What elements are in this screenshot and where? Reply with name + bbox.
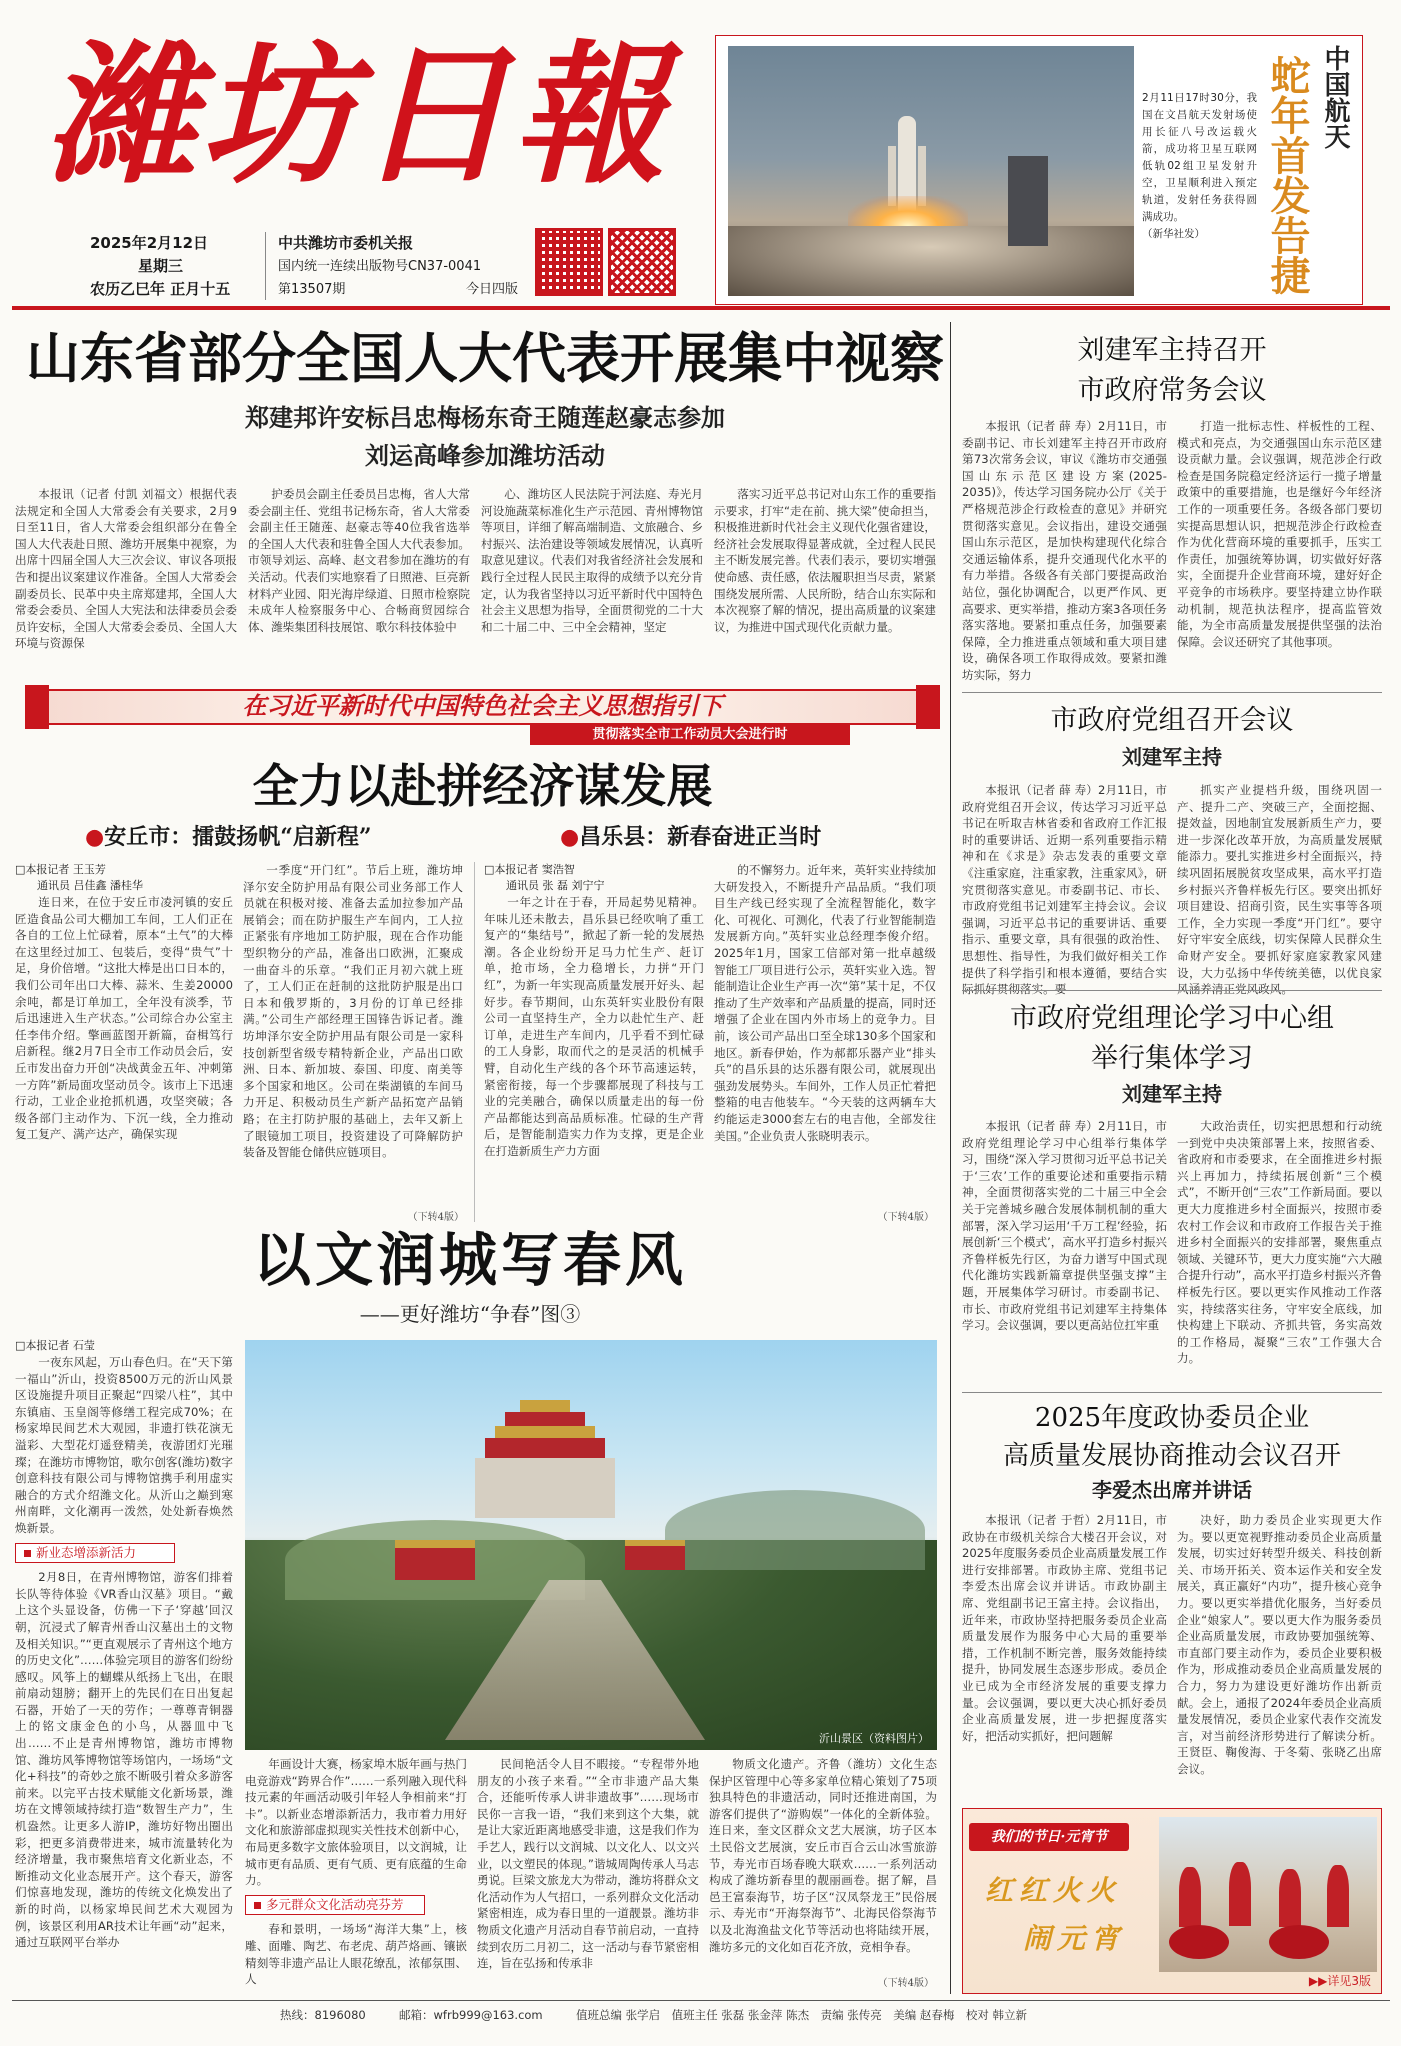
qr-code-2 xyxy=(608,228,676,296)
right-a3-headline-1: 市政府党组理论学习中心组 xyxy=(1010,1003,1334,1034)
slogan-small: 贯彻落实全市工作动员大会进行时 xyxy=(530,725,850,745)
rocket-photo xyxy=(728,46,1134,296)
festival-text-1: 红红火火 xyxy=(985,1874,1122,1907)
lead-subheadline-2: 刘运高峰参加潍坊活动 xyxy=(365,441,605,470)
wenhua-headline: 以文润城写春风 xyxy=(252,1226,687,1294)
lead-subheadline-1: 郑建邦许安标吕忠梅杨东奇王随莲赵豪志参加 xyxy=(245,403,725,432)
econ-left-column-1: □本报记者 王玉芳 通讯员 吕佳鑫 潘桂华 连日来，在位于安丘市凌河镇的安丘匠造食品公司大棚加工车间，工人们正在各自的工位上忙碌着，原本“土气”的大棒在这里经过加工、包装后，变得“贵气”十足，身价倍增。“这批大棒是出口日本的，我们公司年出口大棒、蒜米、生姜20000余吨，都是订单加工，全年没有淡季，节后迅速进入生产状态。”公司综合办公室主任李伟介绍。擎画蓝图开新篇，奋楫笃行启新程。继2月7日全市工作动员会后，安丘市发出奋力开创“决战黄金五年、冲刺第一方阵”新局面攻坚动员令。该市上下迅速行动，工业企业抢抓机遇，攻坚突破；各级各部门主动作为、下沉一线，全力推动复工复产、满产达产，确保实现 xyxy=(15,863,233,1142)
lead-headline: 山东省部分全国人大代表开展集中视察 xyxy=(26,326,944,390)
econ-left-subtitle: ●安丘市：擂鼓扬帆“启新程” xyxy=(85,824,372,850)
weekday: 星期三 xyxy=(138,257,184,275)
footer-email: 邮箱：wfrb999@163.com xyxy=(399,2008,543,2022)
right-a1-headline-1: 刘建军主持召开 xyxy=(1077,335,1267,366)
econ-right-column-1: □本报记者 窦浩智 通讯员 张 磊 刘宁宁 一年之计在于春，开局起势见精神。年味儿还未散去，昌乐县已经吹响了重工复产的“集结号”，掀起了新一轮的发展热潮。各企业纷纷开足马力忙生产、赶订单，抢市场，全力稳增长，力拼“开门红”，为新一年实现高质量发展开好头、起好步。春节期间，山东英轩实业股份有限公司一直坚持生产，全力以赴忙生产、赶订单，走进生产车间内，几乎看不到忙碌的工人身影，取而代之的是灵活的机械手臂，自动化生产线的各个环节高速运转，紧密衔接，每一个步骤都展现了科技与工业的完美融合，确保以质量走出的每一份产品都能达到高品质标准。忙碌的生产背后，是智能制造实力作为支撑，更是企业在打造新质生产力方面 xyxy=(484,863,704,1158)
right-a1-column-2: 打造一批标志性、样板性的工程、模式和亮点，为交通强国山东示范区建设贡献力量。会议强调，规范涉企行政检查是国务院稳定经济运行一揽子增量政策中的重要措施，也是继好今年经济工作的一项重要任务。各级各部门要切实提高思想认识，把规范涉企行政检查作为优化营商环境的重要抓手，压实工作责任，加强统筹协调，切实做好好落实，全面提升企业营商环境，建好好企平竞争的市场秩序。要坚持建立协作联动机制，规范执法程序，提高监管效能，为全市高质量发展提供坚强的法治保障。会议还研究了其他事项。 xyxy=(1177,419,1382,649)
wenhua-column-2: 年画设计大赛，杨家埠木版年画与热门电竞游戏“跨界合作”……一系列融入现代科技元素的年画活动吸引年轻人争相前来“打卡”。以新业态增添新活力，我市着力用好文化和旅游部虚拟现实关性技术创新中心，布局更多数字文旅体验项目，以文润城，让城市更有品质、更有气质、更有底蕴的生命力。 多元群众文化活动亮芬芳 春和景明，一场场“海洋大集”上，核雕、面雕、陶艺、布老虎、葫芦烙画、镶嵌精刻等非遗产品让人眼花缭乱，浓郁氛围、人 xyxy=(245,1757,467,1987)
masthead-info-block xyxy=(278,232,518,301)
econ-left-continued: （下转4版） xyxy=(407,1212,464,1223)
right-a2-headline: 市政府党组召开会议 xyxy=(1050,705,1294,736)
date: 2025年2月12日 xyxy=(90,234,209,252)
wenhua-column-4: 物质文化遗产。齐鲁（潍坊）文化生态保护区管理中心等多家单位精心策划了75项独具特色的非遗活动，同时还推进南国，为游客们提供了“游购娱”一体化的全新体验。连日来，奎文区群众文艺大展演，坊子区本土民俗文艺展演，安丘市百合云山冰雪旅游节，寿光市百场春晚大联欢……一系列活动构成了潍坊新春里的靓丽画卷。据了解，昌邑王富泰海节，坊子区“汉凤祭龙王”民俗展示、寿光市“开海祭海节”、北海民俗祭海节以及北海渔盐文化节等活动也将陆续开展，潍坊多元的文化如百花齐放，竞相争春。 xyxy=(709,1757,937,1954)
wenhua-continued: （下转4版） xyxy=(877,1978,934,1989)
masthead-logo xyxy=(45,25,685,204)
wenhua-subheadline: ——更好潍坊“争春”图③ xyxy=(359,1302,581,1326)
yishan-photo xyxy=(245,1340,937,1750)
wenhua-column-3: 民间艳活令人目不暇接。“专程带外地朋友的小孩子来看。”“全市非遗产品大集合，还能听传承人讲非遗故事”……现场市民你一言我一语，“我们来到这个大集，就是让大家近距离地感受非遗，这是我们作为手艺人，践行以文润城、以文化人、以文兴业，以文塑民的体现。”谐城周陶传承人马志勇说。巨梁文旅龙大为带动，潍坊将群众文化活动作为人气招口，一系列群众文化活动紧密相连，成为春日里的一道靓景。潍坊非物质文化遗产月活动自春节前启动，一直持续到农历二月初二，这一活动与春节紧密相连，旨在弘扬和传承非 xyxy=(477,1757,699,1971)
econ-headline: 全力以赴拼经济谋发展 xyxy=(252,759,713,813)
right-a4-subheadline: 李爱杰出席并讲话 xyxy=(1092,1478,1252,1502)
econ-right-subtitle: ●昌乐县：新春奋进正当时 xyxy=(560,824,822,850)
econ-right-column-2: 的不懈努力。近年来，英轩实业持续加大研发投入，不断提升产品品质。“我们项目生产线已经实现了全流程智能化，数字化、可视化、可测化，代表了行业智能制造发展新方向。”英轩实业总经理李俊介绍。2025年1月，国家工信部对第一批卓越级智能工厂项目进行公示，英轩实业入选。智能制造让企业生产再一次“第”某十足，不仅推动了生产效率和产品质量的提高，同时还增强了企业在国内外市场上的竞争力。目前，该公司产品出口至全球130多个国家和地区。新春伊始，作为郝都乐器产业“排头兵”的昌乐县的达乐器有限公司，就展现出强劲发展势头。车间外，工作人员正忙着把整箱的电吉他装车。“今天装的这两辆车大约能运走3000套左右的电吉他，全部发往美国。”企业负责人张晓明表示。 xyxy=(714,863,936,1143)
right-a4-column-1: 本报讯（记者 于哲）2月11日，市政协在市级机关综合大楼召开会议，对2025年度服务委员企业高质量发展工作进行安排部署。市政协主席、党组书记李爱杰出席会议并讲话。市政协副主席、党组副书记王富主持。会议指出，近年来，市政协坚持把服务委员企业高质量发展作为服务中心大局的重要举措，工作机制不断完善，服务效能持续提升，协同发展生态逐步形成。委员企业已成为全市经济发展的重要支撑力量。会议强调，要以更大决心抓好委员企业高质量发展，进一步把握度落实好，把活动实抓好，把问题解 xyxy=(962,1513,1167,1743)
right-a3-column-1: 本报讯（记者 薛 寿）2月11日，市政府党组理论学习中心组举行集体学习，围绕“深入学习贯彻习近平总书记关于‘三农’工作的重要论述和重要指示精神，全面贯彻落实党的二十届三中全会关于完善城乡融合发展体制机制的重大部署，深入学习运用‘千万工程’经验，拓展创新‘三个模式’，高水平打造乡村振兴齐鲁样板先行区，为奋力谱写中国式现代化潍坊实践新篇章提供坚强支撑”主题，开展集体学习研讨。市委副书记、市长、市政府党组书记刘建军主持集体学习。会议强调，要以更高站位扛牢重 xyxy=(962,1119,1167,1333)
organ: 中共潍坊市委机关报 xyxy=(278,234,414,252)
right-a2-column-2: 抓实产业提档升级，围绕巩固一产、提升二产、突破三产，全面挖掘、提效益，因地制宜发展新质生产力，要进一步深化改革开放，为高质量发展赋能添力。要扎实推进乡村全面振兴，持续巩固拓展脱贫攻坚成果，高水平打造乡村振兴齐鲁样板先行区。要突出抓好项目建设、招商引资，民生实事等各项工作，全力实现一季度“开门红”。要守好守牢安全底线，切实保障人民群众生命财产安全。要抓好家庭家教家风建设，大力弘扬中华传统美德，以优良家 xyxy=(1177,783,1382,980)
qr-code-1 xyxy=(535,228,603,296)
footer-credits: 值班总编 张学启 值班主任 张磊 张金萍 陈杰 责编 张传亮 美编 赵春梅 校对 韩立新 xyxy=(575,2008,1028,2022)
banner-red-title: 蛇年首发告捷 xyxy=(1264,55,1311,295)
lead-column-1: 本报讯（记者 付凯 刘福文）根据代表法规定和全国人大常委会有关要求，2月9日至11日，省人大常委会组织部分在鲁全国人大代表赴日照、潍坊开展集中视察，为出席十四届全国人大三次会议、审议各项报告和提出议案建议作准备。全国人大常委会副委员长、民革中央主席郑建邦，全国人大常委会委员、全国人大宪法和法律委员会委员许安标，全国人大常委会委员、全国人大环境与资源保 xyxy=(15,487,237,651)
slogan-main: 在习近平新时代中国特色社会主义思想指引下 xyxy=(242,691,723,720)
wenhua-column-1: □本报记者 石莹 一夜东风起，万山春色归。在“天下第一福山”沂山，投资8500万元的沂山风景区设施提升项目正聚起“四梁八柱”，其中东镇庙、玉皇阁等修缮工程完成70%；在杨家埠民间艺术大观园，非遗打铁花演无溢彩、大型花灯遥登精美，夜游团灯光璀璨；在潍坊市博物馆，歌尔创客(潍坊)数字创意科技有限公司与博物馆携手利用虚实融合的方式介绍潍文化。从沂山之巅到寒州南畔，文化潮再一泼然，处处新春焕然焕新景。 新业态增添新活力 2月8日，在青州博物馆，游客们排着长队等待体验《VR香山汉墓》项目。“戴上这个头显设备，仿佛一下子‘穿越’回汉朝，沉浸式了解青州香山汉墓出土的文物及相关知识。”“更直观展示了青州这个地方的历史文化”……体验完项目的游客们纷纷感叹。风筝上的蝴蝶从纸扬上飞出，在眼前扇动翅膀；翻开上的先民们在日出复起石器，开始了一天的劳作；一尊尊青铜器上的铭文康金色的小鸟，从器皿中飞出……不止是青州博物馆，潍坊市博物馆、潍坊风筝博物馆等场馆内，一场场“文化+科技”的奇妙之旅不断吸引着众多游客前来。以完平古技术赋能文化新场景，潍坊在文博领域持续打造“数智生产力”，生机盎然。让更多人游IP，潍坊好物出圈出彩，把更多消费带进来，城市流量转化为经济增量，我市聚焦培育文化新业态，不断推动文化业态展开产。这个春天，游客们惊喜地发现，潍坊的传统文化焕发出了新的时尚，以杨家埠民间艺术大观园为例，该景区利用AR技术让年画“动”起来，通过互联网平台举办 xyxy=(15,1339,233,1950)
lunar-date: 农历乙巳年 正月十五 xyxy=(90,280,231,298)
footer xyxy=(280,2006,1380,2024)
right-a2-column-1: 本报讯（记者 薛 寿）2月11日，市政府党组召开会议，传达学习习近平总书记在听取吉林省委和省政府工作汇报时的重要讲话、近期一系列重要指示精神和在《求是》杂志发表的重要文章《注重家庭，注重家教，注重家风》，研究贯彻落实意见。市委副书记、市长、市政府党组书记刘建军主持会议。会议强调，习近平总书记的重要讲话、重要指示、重要文章，具有很强的政治性、思想性、指导性，为我们做好相关工作提供了科学指引和根本遵循，要结合实 xyxy=(962,783,1167,980)
lead-column-3: 心、潍坊区人民法院于河法庭、寿光月河设施蔬菜标准化生产示范园、青州博物馆等项目，详细了解高端制造、文旅融合、乡村振兴、法治建设等领域发展情况，认真听取意见建议。代表们对我省经济社会发展和践行全过程人民民主取得的成绩予以充分肯定，认为我省坚持以习近平新时代中国特色社会主义思想为指导，全面贯彻党的二十大和二十届二中、三中全会精神，坚定 xyxy=(481,487,703,634)
right-a1-column-1: 本报讯（记者 薛 寿）2月11日，市委副书记、市长刘建军主持召开市政府第73次常务会议，审议《潍坊市交通强国山东示范区建设方案(2025-2035)》，传达学习国务院办公厅《关于严格规范涉企行政检查的意见》并研究贯彻落实意见。会议指出，建设交通强国山东示范区，是加快构建现代化综合交通运输体系，提升交通现代化水平的有力举措。各级各有关部门要提高政治站位，强化协调配合，以更严作风、更高要求、更实举措，推动方案3各项任务落实落地。要紧扣重点任务，加强要素保障，全力推进重点领域和重大项目建设，确保各项工作取得成效。要紧扣潍坊实际，努力 xyxy=(962,419,1167,682)
masthead-date-block xyxy=(90,232,260,301)
right-a2-subheadline: 刘建军主持 xyxy=(1122,745,1222,769)
newspaper-name: 濰坊日報 xyxy=(45,25,669,204)
issue-number: 第13507期 xyxy=(278,282,346,297)
right-a3-headline-2: 举行集体学习 xyxy=(1091,1043,1253,1074)
lead-column-2: 护委员会副主任委员吕忠梅，省人大常委会副主任、党组书记杨东奇，省人大常委会副主任王随莲、赵豪志等40位我省选举的全国人大代表和驻鲁全国人大代表参加。市领导刘运、高峰、赵文君参加在潍坊的有关活动。代表们实地察看了日照港、巨亮新材料产业园、阳光海岸绿道、日照市检察院未成年人检察服务中心、合畅商贸园综合体、潍柴集团科技展馆、歌尔科技体验中 xyxy=(248,487,470,634)
festival-photo xyxy=(1159,1817,1377,1972)
festival-text-2: 闹元宵 xyxy=(1023,1922,1126,1955)
column-divider xyxy=(950,322,951,1994)
photo-caption: 沂山景区（资料图片） xyxy=(819,1732,929,1745)
lead-column-4: 落实习近平总书记对山东工作的重要指示要求，打牢“走在前、挑大梁”使命担当，积极推进新时代社会主义现代化强省建设，经济社会发展取得显著成就，全过程人民民主不断发展完善。代表们表示，要切实增强使命感、责任感，依法履职担当尽责，紧紧围绕发展所需、人民所盼，结合山东实际和本次视察了解的情况，提出高质量的议案建议，为推进中国式现代化贡献力量。 xyxy=(714,487,936,634)
right-a3-column-2: 大政治责任，切实把思想和行动统一到党中央决策部署上来，按照省委、省政府和市委要求，在全面推进乡村振兴上再加力，持续拓展创新“三个模式”，不断开创“三农”工作新局面。要以更大力度推进乡村全面振兴，按照市委农村工作会议和市政府工作报告关于推进乡村全面振兴的安排部署，聚焦重点领域、关键环节，更大力度实施“六大融合提升行动”，高水平打造乡村振兴齐鲁样板先行区。要以更实作风推动工作落实，持续落实往务，守牢安全底线，加快构建上下联动、齐抓共管，务实高效的工作格局，凝聚“三农”工作强大合力。 xyxy=(1177,1119,1382,1366)
festival-see-more[interactable]: ▶▶详见3版 xyxy=(1308,1974,1371,1988)
slogan-ribbon xyxy=(25,685,940,745)
right-a4-column-2: 决好，助力委员企业实现更大作为。要以更宽视野推动委员企业高质量发展，切实过好转型升级关、科技创新关、市场开拓关、资本运作关和安全发展关，真正赢好“内功”，提升核心竞争力。要以更实举措优化服务，当好委员企业“娘家人”。要以更大作为服务委员企业高质量发展，市政协要加强统筹、市直部门要主动作为，委员企业要积极作为，形成推动委员企业高质量发展的合力，努力为建设更好潍坊作出新贡献。会上，通报了2024年委员企业高质量发展情况，委员企业家代表作交流发言，对当前经济形势进行了解读分析。王贤臣、鞠俊海、于冬菊、张晓乙出席会议。 xyxy=(1177,1513,1382,1776)
section-tag-culture: 多元群众文化活动亮芬芳 xyxy=(245,1895,425,1916)
page-count: 今日四版 xyxy=(465,282,518,297)
banner-caption: 2月11日17时30分，我国在文昌航天发射场使用长征八号改运载火箭，成功将卫星互联网低轨02组卫星发射升空，卫星顺利进入预定轨道，发射任务获得圆满成功。 （新华社发） xyxy=(1142,92,1257,240)
section-tag-new-business: 新业态增添新活力 xyxy=(15,1543,175,1564)
right-a4-headline-2: 高质量发展协商推动会议召开 xyxy=(1002,1441,1341,1471)
right-a3-subheadline: 刘建军主持 xyxy=(1122,1082,1222,1106)
footer-phone: 热线：8196080 xyxy=(280,2008,366,2022)
right-a1-headline-2: 市政府常务会议 xyxy=(1077,375,1267,406)
econ-right-continued: （下转4版） xyxy=(877,1212,934,1223)
econ-left-column-2: 一季度“开门红”。节后上班，潍坊坤泽尔安全防护用品有限公司业务部工作人员就在积极对接、准备去孟加拉参加产品展销会；而在防护服生产车间内，工人拉正紧张有序地加工防护服，现在合作功能型织物分的产品，准备出口欧洲，汇聚成一曲奋斗的乐章。“我们正月初六就上班了，工人们正在赶制的这批防护服是出口日本和俄罗斯的，3月份的订单已经排满。”公司生产部经理王国锋告诉记者。潍坊坤泽尔安全防护用品有限公司是一家科技创新型省级专精特新企业，产品出口欧洲、日本、新加坡、泰国、印度、南美等多个国家和地区。公司在柴湖镇的车间马力开足、积极动员生产新产品拓宽产品销路；在主打防护服的基础上，去年又新上了眼镜加工项目，投资建设了可降解防护装备及智能仓储供应链项目。 xyxy=(243,863,463,1160)
masthead-rule xyxy=(12,306,1390,310)
banner-title: 中国航天 xyxy=(1320,45,1350,149)
cn-number: 国内统一连续出版物号CN37-0041 xyxy=(278,259,482,274)
festival-promo[interactable] xyxy=(962,1808,1382,1994)
festival-badge: 我们的节日·元宵节 xyxy=(969,1823,1129,1851)
right-a4-headline-1: 2025年度政协委员企业 xyxy=(1034,1403,1310,1433)
